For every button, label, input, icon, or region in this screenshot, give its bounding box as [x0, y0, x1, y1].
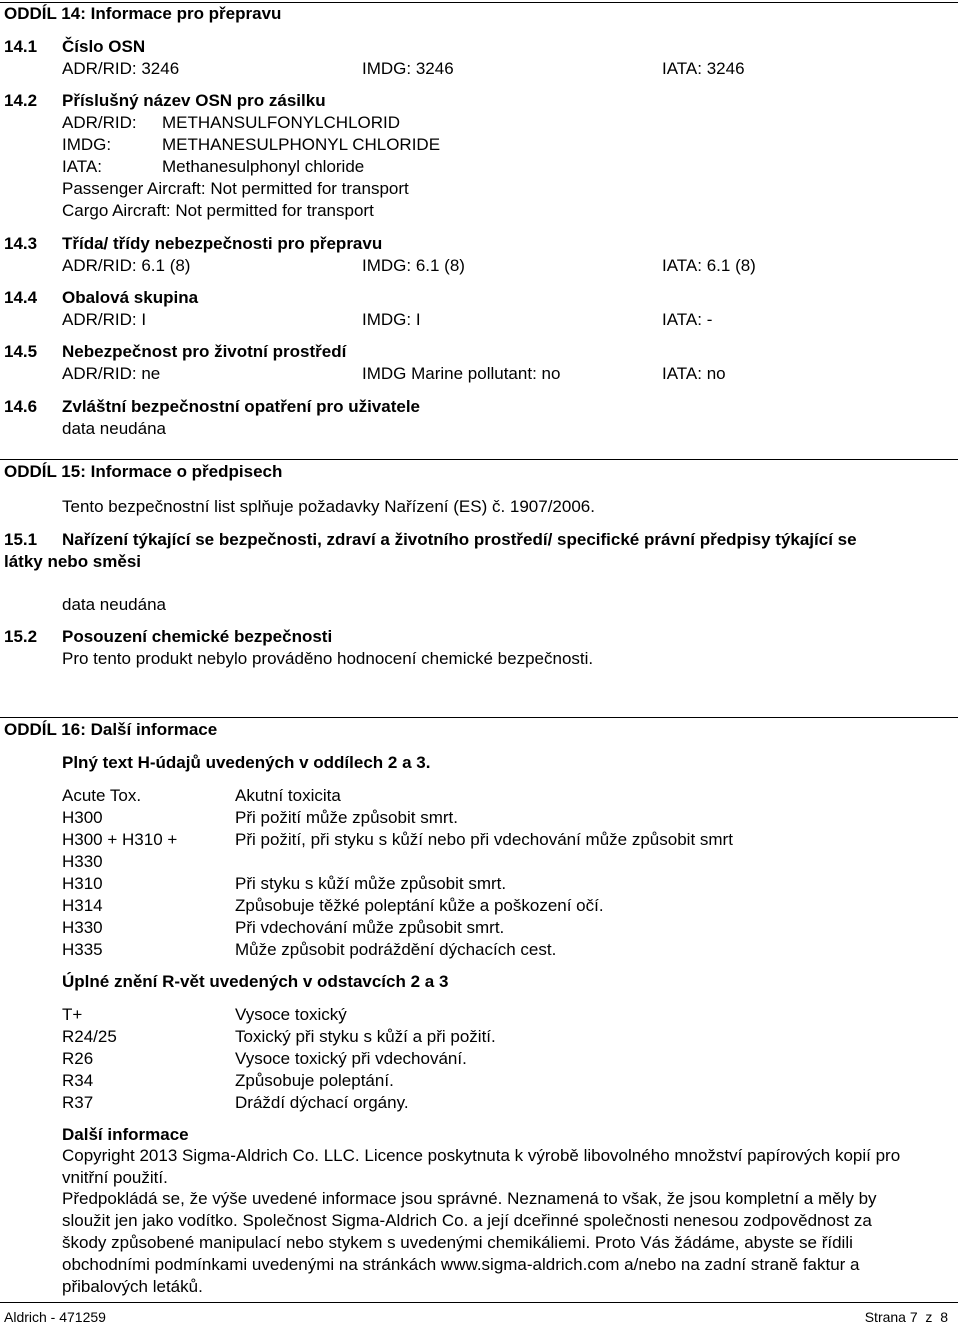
- subsection-title-continued: látky nebo směsi: [4, 552, 142, 571]
- adr-value: ADR/RID: 6.1 (8): [62, 256, 191, 275]
- section-heading: ODDÍL 16: Další informace: [4, 720, 218, 739]
- adr-value: ADR/RID: I: [62, 310, 147, 329]
- shipping-name-value: Methanesulphonyl chloride: [162, 157, 365, 176]
- subsection-title: Nebezpečnost pro životní prostředí: [62, 342, 347, 361]
- imdg-value: IMDG: I: [362, 310, 421, 329]
- h-code: H330: [62, 918, 103, 937]
- section-heading: ODDÍL 14: Informace pro přepravu: [4, 4, 282, 23]
- h-code: H335: [62, 940, 103, 959]
- subsection-number: 14.5: [4, 342, 38, 361]
- h-text: Při požití může způsobit smrt.: [235, 808, 458, 827]
- h-text: Při styku s kůží může způsobit smrt.: [235, 874, 507, 893]
- footer-rule: [0, 1302, 958, 1303]
- h-text: Při vdechování může způsobit smrt.: [235, 918, 505, 937]
- subsection-title: Obalová skupina: [62, 288, 199, 307]
- subsection-number: 14.6: [4, 397, 38, 416]
- shipping-name-label: ADR/RID:: [62, 113, 137, 132]
- r-phrases-title: Úplné znění R-vět uvedených v odstavcích 2 a 3: [62, 972, 449, 991]
- footer-page-number: Strana 7 z 8: [864, 1309, 948, 1325]
- section-rule: [0, 2, 958, 3]
- cargo-aircraft: Cargo Aircraft: Not permitted for transport: [62, 201, 374, 220]
- h-code: H314: [62, 896, 103, 915]
- r-code: R24/25: [62, 1027, 117, 1046]
- adr-value: ADR/RID: ne: [62, 364, 161, 383]
- imdg-value: IMDG: 6.1 (8): [362, 256, 465, 275]
- subsection-number: 14.4: [4, 288, 38, 307]
- imdg-value: IMDG Marine pollutant: no: [362, 364, 561, 383]
- subsection-text: data neudána: [62, 419, 166, 438]
- h-text: Způsobuje těžké poleptání kůže a poškození očí.: [235, 896, 604, 915]
- r-code: R26: [62, 1049, 94, 1068]
- h-text: Akutní toxicita: [235, 786, 341, 805]
- iata-value: IATA: -: [662, 310, 713, 329]
- adr-value: ADR/RID: 3246: [62, 59, 180, 78]
- section-rule: [0, 717, 958, 718]
- subsection-number: 14.1: [4, 37, 38, 56]
- iata-value: IATA: 3246: [662, 59, 745, 78]
- subsection-title: Zvláštní bezpečnostní opatření pro uživatele: [62, 397, 421, 416]
- subsection-title: Třída/ třídy nebezpečnosti pro přepravu: [62, 234, 383, 253]
- regulation-intro: Tento bezpečnostní list splňuje požadavky Nařízení (ES) č. 1907/2006.: [62, 497, 595, 516]
- h-code: H310: [62, 874, 103, 893]
- subsection-number: 15.2: [4, 627, 38, 646]
- further-info-title: Další informace: [62, 1125, 189, 1144]
- h-text: Při požití, při styku s kůží nebo při vdechování může způsobit smrt: [235, 830, 733, 849]
- disclaimer-text: Předpokládá se, že výše uvedené informace jsou správné. Neznamená to však, že jsou kompletní a měly by sloužit jen jako vodítko. Společnost Sigma-Aldrich Co. a její dceřinné společnosti nenesou zodpovědnost za škody způsobené manipulací nebo stykem s uvedenými chemikáliemi. Proto Vás žádáme, abyste se řídili obchodními podmínkami uvedenými na stránkách www.sigma-aldrich.com a/nebo na zadní straně faktur a přibalových letáků.: [62, 1189, 877, 1296]
- subsection-title: Příslušný název OSN pro zásilku: [62, 91, 326, 110]
- r-code: T+: [62, 1005, 83, 1024]
- passenger-aircraft: Passenger Aircraft: Not permitted for transport: [62, 179, 409, 198]
- subsection-number: 15.1: [4, 530, 38, 549]
- r-text: Způsobuje poleptání.: [235, 1071, 394, 1090]
- subsection-title: Číslo OSN: [62, 37, 146, 56]
- footer-product: Aldrich - 471259: [4, 1309, 106, 1325]
- r-text: Dráždí dýchací orgány.: [235, 1093, 409, 1112]
- r-text: Vysoce toxický: [235, 1005, 347, 1024]
- subsection-title: Posouzení chemické bezpečnosti: [62, 627, 333, 646]
- shipping-name-label: IATA:: [62, 157, 102, 176]
- shipping-name-value: METHANSULFONYLCHLORID: [162, 113, 401, 132]
- subsection-title: Nařízení týkající se bezpečnosti, zdraví a životního prostředí/ specifické právní předpisy týkající se: [62, 530, 857, 549]
- r-code: R37: [62, 1093, 94, 1112]
- h-code: H300: [62, 808, 103, 827]
- r-code: R34: [62, 1071, 94, 1090]
- copyright-text: Copyright 2013 Sigma-Aldrich Co. LLC. Licence poskytnuta k výrobě libovolného množství papírových kopií pro vnitřní použití.: [62, 1146, 901, 1187]
- subsection-text: data neudána: [62, 595, 166, 614]
- subsection-number: 14.2: [4, 91, 38, 110]
- section-rule: [0, 459, 958, 460]
- h-code: Acute Tox.: [62, 786, 142, 805]
- shipping-name-label: IMDG:: [62, 135, 112, 154]
- h-code: H330: [62, 852, 103, 871]
- h-code: H300 + H310 +: [62, 830, 178, 849]
- section-heading: ODDÍL 15: Informace o předpisech: [4, 462, 283, 481]
- r-text: Toxický při styku s kůží a při požití.: [235, 1027, 496, 1046]
- h-text: Může způsobit podráždění dýchacích cest.: [235, 940, 557, 959]
- imdg-value: IMDG: 3246: [362, 59, 454, 78]
- subsection-text: Pro tento produkt nebylo prováděno hodnocení chemické bezpečnosti.: [62, 649, 594, 668]
- h-statements-title: Plný text H-údajů uvedených v oddílech 2 a 3.: [62, 753, 431, 772]
- shipping-name-value: METHANESULPHONYL CHLORIDE: [162, 135, 441, 154]
- r-text: Vysoce toxický při vdechování.: [235, 1049, 467, 1068]
- iata-value: IATA: 6.1 (8): [662, 256, 756, 275]
- subsection-number: 14.3: [4, 234, 38, 253]
- iata-value: IATA: no: [662, 364, 726, 383]
